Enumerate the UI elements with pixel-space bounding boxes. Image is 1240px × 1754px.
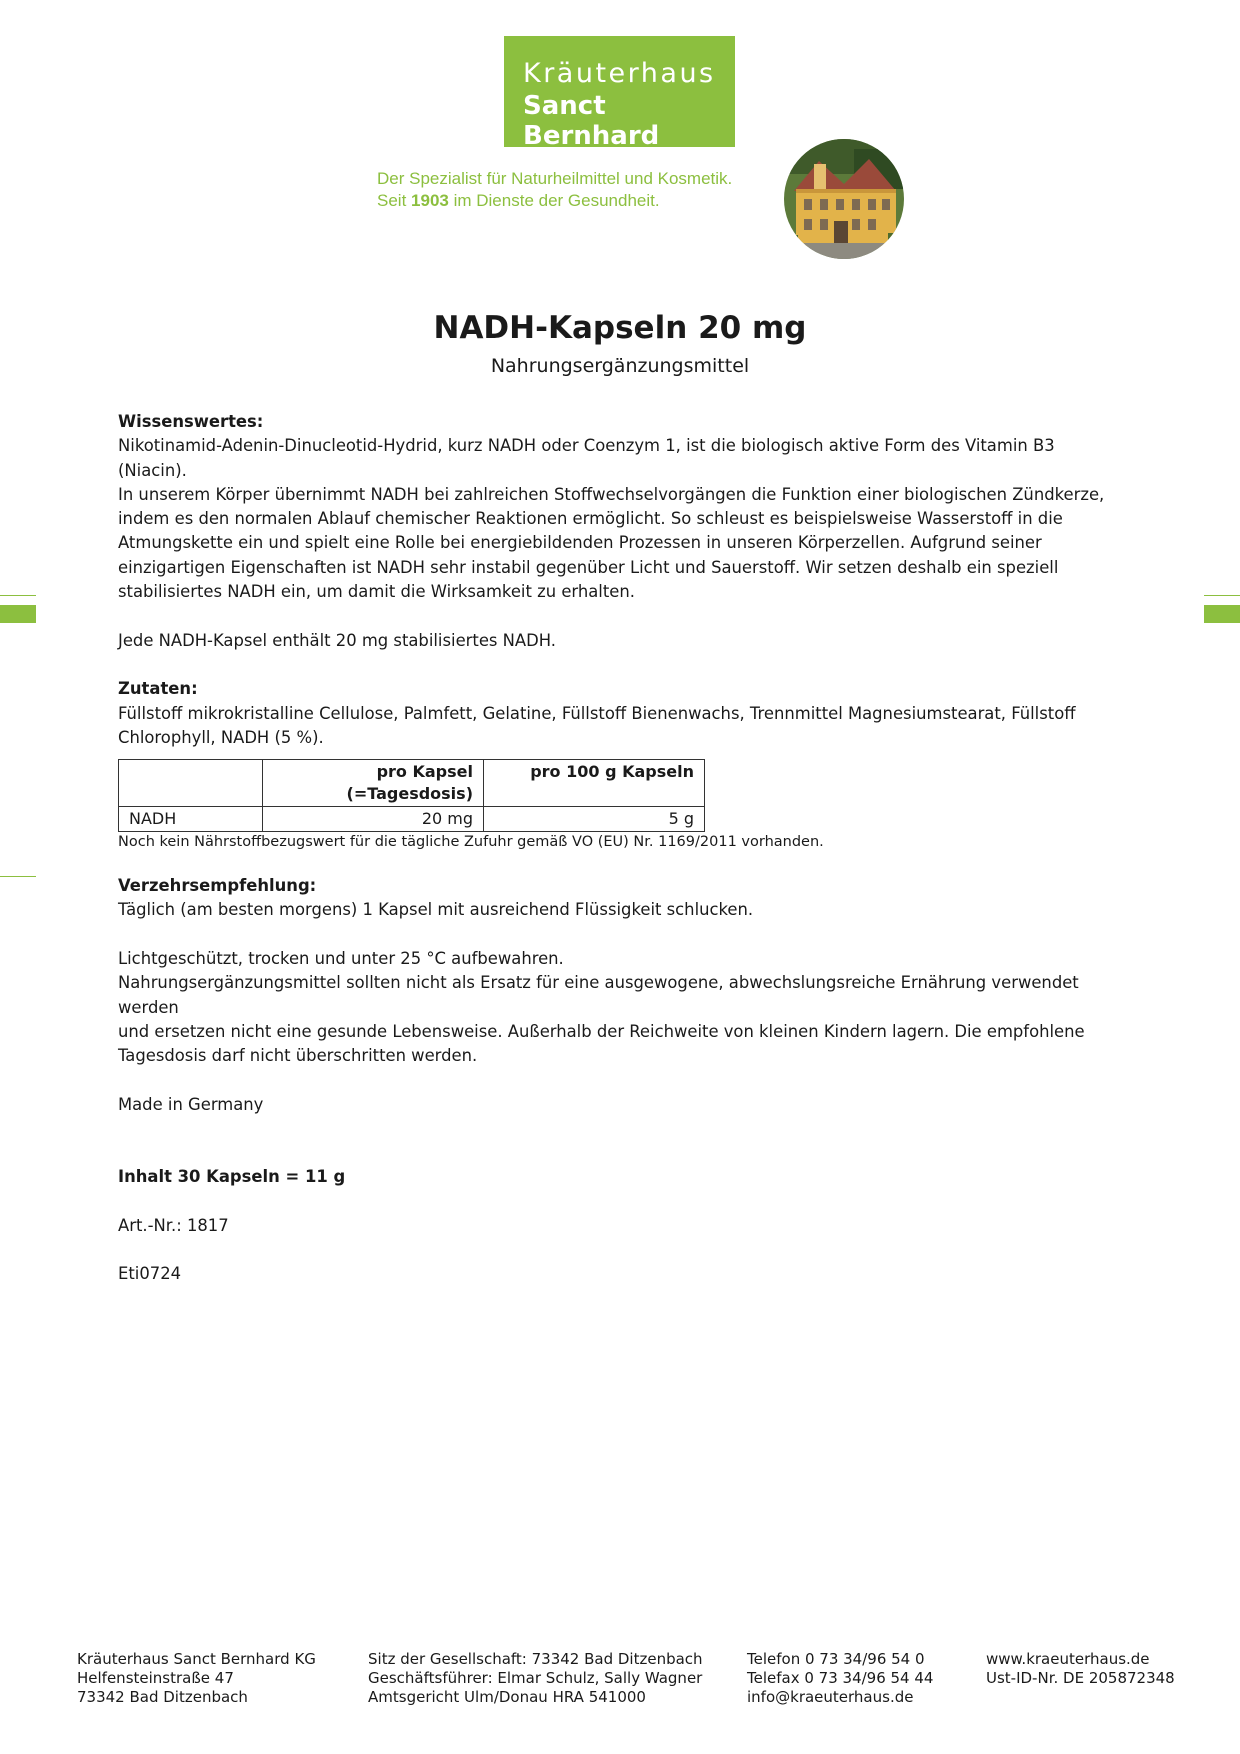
tagline-line-2 [377, 190, 732, 212]
wissen-line: Atmungskette ein und spielt eine Rolle bei energiebildenden Prozessen in unseren Körperzellen. Aufgrund seiner [118, 533, 1042, 553]
logo-line-2: Sanct Bernhard [523, 91, 660, 151]
punch-mark-left [0, 605, 36, 623]
warning-line: Nahrungsergänzungsmittel sollten nicht als Ersatz für eine ausgewogene, abwechslungsreiche Ernährung verwendet werden [118, 973, 1079, 1017]
table-header-per-capsule [263, 760, 484, 807]
building-photo [784, 139, 904, 259]
product-title: NADH-Kapseln 20 mg [433, 310, 807, 346]
tagline-line-1: Der Spezialist für Naturheilmittel und Kosmetik. [377, 169, 733, 188]
table-footnote: Noch kein Nährstoffbezugswert für die tägliche Zufuhr gemäß VO (EU) Nr. 1169/2011 vorhanden. [118, 834, 824, 851]
eti-code: Eti0724 [118, 1264, 182, 1284]
footer-email[interactable]: info@kraeuterhaus.de [747, 1688, 914, 1706]
wissen-line: Nikotinamid-Adenin-Dinucleotid-Hydrid, kurz NADH oder Coenzym 1, ist die biologisch aktive Form des Vitamin B3 (Niacin). [118, 436, 1055, 480]
table-header-per-100g: pro 100 g Kapseln [484, 760, 705, 807]
zutaten-line: Chlorophyll, NADH (5 %). [118, 727, 324, 747]
label-text [118, 410, 1128, 1287]
header-per-capsule-line2: (=Tagesdosis) [346, 784, 473, 804]
tagline-suffix: im Dienste der Gesundheit. [453, 191, 660, 210]
footer-website[interactable]: www.kraeuterhaus.de [986, 1650, 1150, 1668]
warning-line: und ersetzen nicht eine gesunde Lebensweise. Außerhalb der Reichweite von kleinen Kindern lagern. Die empfohlene [118, 1021, 1085, 1041]
wissen-line: indem es den normalen Ablauf chemischer Reaktionen ermöglicht. So schleust es beispielsweise Wasserstoff in die [118, 509, 1063, 529]
logo-line-1: Kräuterhaus [523, 58, 716, 89]
footer-vat-id: Ust-ID-Nr. DE 205872348 [986, 1669, 1175, 1687]
table-header-empty [119, 760, 263, 807]
row-per-100g: 5 g [484, 807, 705, 832]
wissen-line: In unserem Körper übernimmt NADH bei zahlreichen Stoffwechselvorgängen die Funktion einer biologischen Zündkerze, [118, 484, 1105, 504]
fold-mark-left [0, 595, 36, 596]
verzehr-heading: Verzehrsempfehlung: [118, 876, 317, 896]
footer-line: Sitz der Gesellschaft: 73342 Bad Ditzenbach [368, 1650, 703, 1668]
footer-line: Helfensteinstraße 47 [77, 1669, 234, 1687]
zutaten-line: Füllstoff mikrokristalline Cellulose, Palmfett, Gelatine, Füllstoff Bienenwachs, Trennmittel Magnesiumstearat, Füllstoff [118, 703, 1076, 723]
tagline-year: 1903 [411, 191, 449, 210]
table-row [119, 807, 705, 832]
wissen-line: stabilisiertes NADH ein, um damit die Wirksamkeit zu erhalten. [118, 582, 635, 602]
nutrition-table [118, 759, 705, 832]
header-per-capsule-line1: pro Kapsel [376, 762, 473, 782]
footer-line: 73342 Bad Ditzenbach [77, 1688, 248, 1706]
fold-mark-left-lower [0, 876, 36, 877]
made-in: Made in Germany [118, 1094, 264, 1114]
footer-web [986, 1650, 1175, 1688]
table-header-row [119, 760, 705, 807]
tagline-prefix: Seit [377, 191, 407, 210]
footer-fax: Telefax 0 73 34/96 54 44 [747, 1669, 934, 1687]
warning-line: Tagesdosis darf nicht überschritten werden. [118, 1046, 478, 1066]
row-per-capsule: 20 mg [263, 807, 484, 832]
footer-line: Amtsgericht Ulm/Donau HRA 541000 [368, 1688, 646, 1706]
footer-legal [368, 1650, 703, 1707]
fold-mark-right [1204, 595, 1240, 596]
footer-line: Kräuterhaus Sanct Bernhard KG [77, 1650, 316, 1668]
verzehr-text: Täglich (am besten morgens) 1 Kapsel mit ausreichend Flüssigkeit schlucken. [118, 900, 754, 920]
footer-contact [747, 1650, 933, 1707]
product-subtitle: Nahrungsergänzungsmittel [490, 355, 750, 377]
inhalt: Inhalt 30 Kapseln = 11 g [118, 1167, 346, 1187]
punch-mark-right [1204, 605, 1240, 623]
footer-company [77, 1650, 316, 1707]
zutaten-heading: Zutaten: [118, 679, 198, 699]
wissen-line: einzigartigen Eigenschaften ist NADH sehr instabil gegenüber Licht und Sauerstoff. Wir setzen deshalb ein speziell [118, 557, 1059, 577]
wissen-heading: Wissenswertes: [118, 412, 264, 431]
capsule-content: Jede NADH-Kapsel enthält 20 mg stabilisiertes NADH. [118, 630, 557, 650]
storage-text: Lichtgeschützt, trocken und unter 25 °C aufbewahren. [118, 949, 564, 969]
footer-line: Geschäftsführer: Elmar Schulz, Sally Wagner [368, 1669, 703, 1687]
art-nr: Art.-Nr.: 1817 [118, 1215, 229, 1235]
footer-phone: Telefon 0 73 34/96 54 0 [747, 1650, 925, 1668]
brand-tagline [377, 168, 732, 212]
brand-logo [504, 36, 735, 151]
row-nutrient: NADH [119, 807, 263, 832]
